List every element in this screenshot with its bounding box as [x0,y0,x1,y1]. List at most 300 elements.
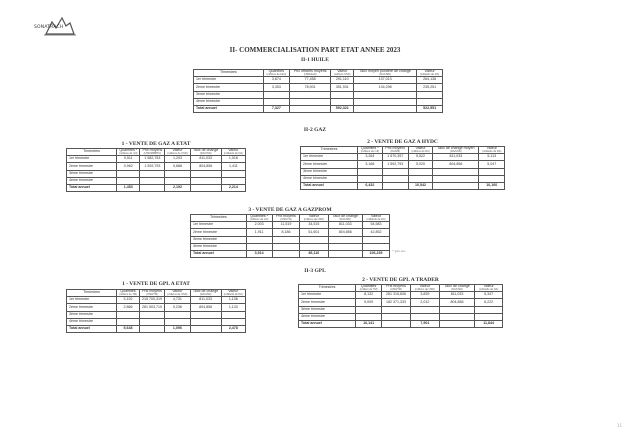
table-cell [408,168,433,175]
table-cell [117,170,140,177]
table-cell [356,313,382,320]
table-cell [221,318,245,325]
section-title-gaz: II-2 GAZ [303,127,327,133]
gazprom-note: * gaz sec [392,249,406,253]
column-header [221,149,245,156]
row-label: 4ème trimestre [299,313,356,320]
header-row [191,215,390,222]
table-row [191,222,390,229]
column-header-unit: (millions de m3) [360,149,380,153]
table-cell [439,313,474,320]
column-header-label: Prix moyens [142,148,163,152]
table-cell: 1 582,753 [140,156,165,163]
table-cell [382,313,411,320]
table-cell: 86,116 [300,250,328,257]
column-header-label: Trimestres [318,285,336,290]
table-cell [165,318,190,325]
table-cell: 137,013 [354,77,417,84]
table-cell: 77,458 [289,77,330,84]
table-title-gpl-trader: 2 - VENTE DE GPL A TRADER [362,277,439,283]
column-header [439,285,474,292]
column-header-label: Trimestres [219,70,237,75]
column-header-label: Trimestres [83,290,100,295]
table-cell [382,182,408,189]
column-header-label: Taux de change moyen [437,146,475,150]
table-cell [190,318,221,325]
column-header [331,70,354,77]
row-label: 1er trimestre [194,77,264,84]
column-header [299,285,356,292]
table-row [191,243,390,250]
table-cell [410,313,439,320]
row-label: 3ème trimestre [299,306,356,313]
table-cell [190,311,221,318]
table-cell: 5,047 [479,161,505,168]
column-header-label: Quantités * [119,148,138,152]
column-header-label: Taux de change [444,284,470,288]
table-row [299,306,503,313]
table-row [67,170,246,177]
column-header [363,215,390,222]
column-header-label: Prix moyens [386,284,406,288]
header-row [194,70,443,77]
column-header [475,285,503,292]
table-cell: 3,874 [263,77,289,84]
header-row [301,147,505,154]
table-cell: 8,132 [356,292,382,299]
table-cell [221,311,245,318]
table-cell [433,182,479,189]
row-label: 2ème trimestre [194,84,264,91]
row-label: 4ème trimestre [301,175,358,182]
table-cell: 291,110 [331,77,354,84]
table-cell [354,91,417,98]
column-header-label: Valeur [483,284,494,288]
table-cell: 6,222 [475,299,503,306]
column-header-label: Trimestres [320,147,338,152]
row-label: 2ème trimestre [191,229,247,236]
table-cell: 6,432 [358,182,383,189]
table-cell [328,236,363,243]
column-header-unit: (DA/USD) [450,149,462,153]
column-header [194,70,264,77]
table-cell [358,168,383,175]
column-header-label: Taux moyen pondéré de change [359,69,411,73]
table-row [301,175,505,182]
table-cell: 804,856 [328,229,363,236]
table-cell [479,175,505,182]
column-header [117,149,140,156]
column-header-unit: (millions USD) [333,72,351,76]
column-header-label: Quantités [268,69,285,73]
table-cell: 42,852 [363,229,390,236]
column-header-label: Valeur [486,146,497,150]
row-label: 2ème trimestre [67,304,117,311]
table-cell [479,168,505,175]
table-cell [221,170,245,177]
table-cell: 51,601 [300,229,328,236]
column-header [356,285,382,292]
column-header-unit: (millions de m3) [250,217,269,221]
table-cell [439,320,474,327]
table-cell [140,184,165,191]
column-header-label: Taux de change [332,214,358,218]
table-row [191,236,390,243]
table-cell: 1,411 [221,163,245,170]
table-cell: 235,251 [417,84,443,91]
row-label: 4ème trimestre [191,243,247,250]
section-title-huile: II-1 HUILE [301,57,329,63]
column-header-unit: (millions de m3) [119,151,138,155]
column-header-unit: (USD/TM) [390,287,402,291]
table-cell: 4,731 [165,297,190,304]
table-row [67,304,246,311]
table-cell: 7,901 [410,320,439,327]
column-header [382,285,411,292]
gaz-gazprom-table [190,214,390,258]
column-header-label: Quantités * [360,146,379,150]
table-row [67,177,246,184]
table-cell: 9,009 [356,299,382,306]
table-cell: 281 503,710 [139,304,164,311]
column-header-unit: (millions de USD) [167,151,188,155]
column-header [221,290,245,297]
table-cell [433,175,479,182]
table-cell [328,250,363,257]
table-row [301,154,505,161]
table-cell: 804,856 [439,299,474,306]
table-cell: 0,688 [165,163,190,170]
table-cell [475,313,503,320]
table-cell [417,91,443,98]
table-cell [410,306,439,313]
table-title-gaz-hydc: 2 - VENTE DE GAZ A HYDC [367,139,438,145]
gaz-etat-table [66,148,246,192]
total-row [191,250,390,257]
table-cell [190,325,221,332]
table-cell [289,91,330,98]
table-row [299,292,503,299]
row-label: 1er trimestre [299,292,356,299]
table-row [67,311,246,318]
table-cell [382,168,408,175]
table-cell: 10,542 [408,182,433,189]
row-label: Total annuel [301,182,358,189]
column-header-unit: (milliards de DA) [223,292,243,296]
table-cell [139,325,164,332]
table-cell [190,184,221,191]
row-label: 1er trimestre [67,297,117,304]
table-cell [246,243,272,250]
table-cell [363,236,390,243]
header-row [67,149,246,156]
table-row [194,98,443,105]
table-cell [354,105,417,112]
column-header-label: Valeur [228,148,239,152]
table-cell: 811,033 [190,297,221,304]
table-cell [140,170,165,177]
table-cell [190,177,221,184]
column-header-unit: (DA/M3) [390,149,401,153]
table-cell [221,177,245,184]
row-label: Total annuel [194,105,264,112]
column-header-label: Prix moyens [142,289,162,293]
column-header-unit: (milliards de DA) [479,287,499,291]
column-header [263,70,289,77]
column-header-unit: (USD/baril) [303,72,317,76]
column-header-label: Trimestres [209,215,227,220]
row-label: Total annuel [191,250,247,257]
column-header-unit: (USD/TM) [146,292,158,296]
column-header-label: Quantités [120,289,136,293]
table-cell: 3,192 [117,297,140,304]
column-header [140,149,165,156]
section-title-gpl: II-3 GPL [304,268,326,274]
table-cell: 2,866 [117,304,140,311]
table-cell: 5,347 [475,292,503,299]
table-cell: 215 700,319 [139,297,164,304]
table-cell: 3,168 [358,161,383,168]
table-row [67,163,246,170]
table-cell: 811,033 [190,156,221,163]
table-cell [190,170,221,177]
column-header-unit: (millions de baril) [266,72,287,76]
table-row [299,299,503,306]
column-header [382,147,408,154]
column-header [289,70,330,77]
table-cell: 811,033 [433,154,479,161]
column-header-unit: (DA/USD) [379,72,391,76]
table-cell [475,306,503,313]
table-cell: 1,136 [221,297,245,304]
table-cell: 34,515 [300,222,328,229]
total-row [67,184,246,191]
column-header-unit: (millions de USD) [303,217,324,221]
table-cell [263,91,289,98]
table-row [301,168,505,175]
total-row [194,105,443,112]
row-label: Total annuel [67,184,117,191]
header-row [299,285,503,292]
column-header-label: Valeur [419,284,430,288]
table-row [191,229,390,236]
table-row [67,318,246,325]
column-header-label: Taux de change [192,289,219,293]
table-cell: 1 592,793 [382,161,408,168]
table-cell [408,175,433,182]
column-header [165,149,190,156]
column-header [117,290,140,297]
column-header-unit: (millions de USD) [414,287,435,291]
row-label: 2ème trimestre [299,299,356,306]
table-row [194,77,443,84]
row-label: 3ème trimestre [67,170,117,177]
table-cell: 5,113 [479,154,505,161]
column-header-label: Quantités [360,284,377,288]
column-header-label: Valeur [337,69,348,73]
column-header [433,147,479,154]
column-header-label: Taux de change [193,148,219,152]
table-cell [417,98,443,105]
column-header [410,285,439,292]
column-header [67,149,117,156]
column-header [358,147,383,154]
row-label: Total annuel [299,320,356,327]
table-cell: 1 670,397 [382,154,408,161]
column-header-label: Prix moyens [276,214,296,218]
table-cell [246,236,272,243]
huile-table [193,69,443,113]
table-cell [363,243,390,250]
gaz-hydc-table [300,146,505,190]
header-row [67,290,246,297]
column-header-unit: (milliards de DA) [366,217,386,221]
row-label: 4ème trimestre [67,318,117,325]
table-cell [289,98,330,105]
column-header-label: Prix officiels moyens [293,69,327,73]
total-row [299,320,503,327]
total-row [301,182,505,189]
column-header-unit: (DA/USD) [451,287,463,291]
row-label: 3ème trimestre [194,91,264,98]
row-label: 4ème trimestre [67,177,117,184]
table-cell: 16,141 [356,320,382,327]
row-label: 3ème trimestre [301,168,358,175]
column-header [354,70,417,77]
table-cell [272,243,300,250]
table-cell: 10,160 [479,182,505,189]
table-cell: 7,327 [263,105,289,112]
column-header-label: Valeur [308,214,319,218]
column-header-label: Valeur [424,69,435,73]
table-cell [382,175,408,182]
column-header [190,290,221,297]
table-cell: 1,911 [246,229,272,236]
column-header [479,147,505,154]
table-cell [289,105,330,112]
column-header [165,290,190,297]
column-header-label: Valeur [172,289,183,293]
table-row [67,156,246,163]
table-cell: 78,001 [289,84,330,91]
column-header-label: Quantités * [250,214,269,218]
table-cell [117,318,140,325]
table-cell [165,177,190,184]
table-cell: 804,856 [190,304,221,311]
column-header-label: Valeur [415,146,426,150]
column-header-unit: (milliers de TM) [119,292,137,296]
table-cell [433,168,479,175]
column-header-label: Valeur [228,289,239,293]
table-title-gpl-etat: 1 - VENTE DE GPL A ETAT [122,281,190,287]
table-cell: 1,096 [165,325,190,332]
table-cell: 54,583 [363,222,390,229]
table-cell: 1,133 [221,304,245,311]
column-header-unit: (USD/m3) [280,217,292,221]
row-label: 1er trimestre [301,154,358,161]
table-cell [263,98,289,105]
column-header [272,215,300,222]
row-label: 3ème trimestre [191,236,247,243]
org-name: SONATRACH [34,25,64,30]
table-cell: 1 592,793 [140,163,165,170]
column-header [67,290,117,297]
row-label: 4ème trimestre [194,98,264,105]
table-cell: 281 315,606 [382,292,411,299]
page-title: II- COMMERCIALISATION PART ETAT ANNEE 2023 [229,46,401,54]
table-cell: 3,914 [246,250,272,257]
table-cell: 5,648 [117,325,140,332]
table-cell: 592,321 [331,105,354,112]
column-header [408,147,433,154]
column-header-label: Prix moyens [385,146,406,150]
column-header-unit: (millions de DA) [411,149,430,153]
table-cell: 0,962 [117,163,140,170]
table-row [67,297,246,304]
table-cell: 522,551 [417,105,443,112]
table-row [299,313,503,320]
column-header-unit: (DA/USD) [199,151,212,155]
table-cell: 351,931 [331,84,354,91]
table-cell: 5,020 [408,161,433,168]
table-cell: 804,856 [433,161,479,168]
table-cell: 0,511 [117,156,140,163]
table-cell [117,311,140,318]
table-cell [358,175,383,182]
table-cell: 2,012 [410,299,439,306]
column-header [417,70,443,77]
table-cell [140,177,165,184]
table-cell [439,306,474,313]
table-cell: 1,453 [117,184,140,191]
table-cell: 106,235 [363,250,390,257]
table-cell: 2,192 [165,184,190,191]
column-header-unit: (milliards de DA) [223,151,243,155]
table-cell: 2,478 [221,325,245,332]
table-cell: 1,203 [165,156,190,163]
table-cell [328,243,363,250]
row-label: 3ème trimestre [67,311,117,318]
table-row [194,84,443,91]
table-cell [331,91,354,98]
table-cell: 5,522 [408,154,433,161]
table-cell: 2,214 [221,184,245,191]
table-cell [272,236,300,243]
row-label: Total annuel [67,325,117,332]
column-header-unit: (millions de USD) [167,292,188,296]
table-cell: 811,033 [328,222,363,229]
table-cell: 8,186 [272,229,300,236]
column-header-unit: (DA/USD) [199,292,212,296]
column-header [191,215,247,222]
column-header-unit: (USD/MMBTU) [143,151,162,155]
table-cell [354,98,417,105]
page-number: 11 [616,423,622,428]
column-header-unit: (milliards de DA) [482,149,502,153]
table-cell [165,170,190,177]
table-cell: 264,136 [417,77,443,84]
column-header [246,215,272,222]
table-cell: 11,519 [272,222,300,229]
table-cell [139,311,164,318]
table-title-gaz-etat: 1 - VENTE DE GAZ A ETAT [121,141,191,147]
table-cell [331,98,354,105]
table-cell: 134,298 [354,84,417,91]
table-cell: 3,264 [358,154,383,161]
column-header [139,290,164,297]
column-header-unit: (milliers de TM) [359,287,378,291]
table-cell [300,243,328,250]
